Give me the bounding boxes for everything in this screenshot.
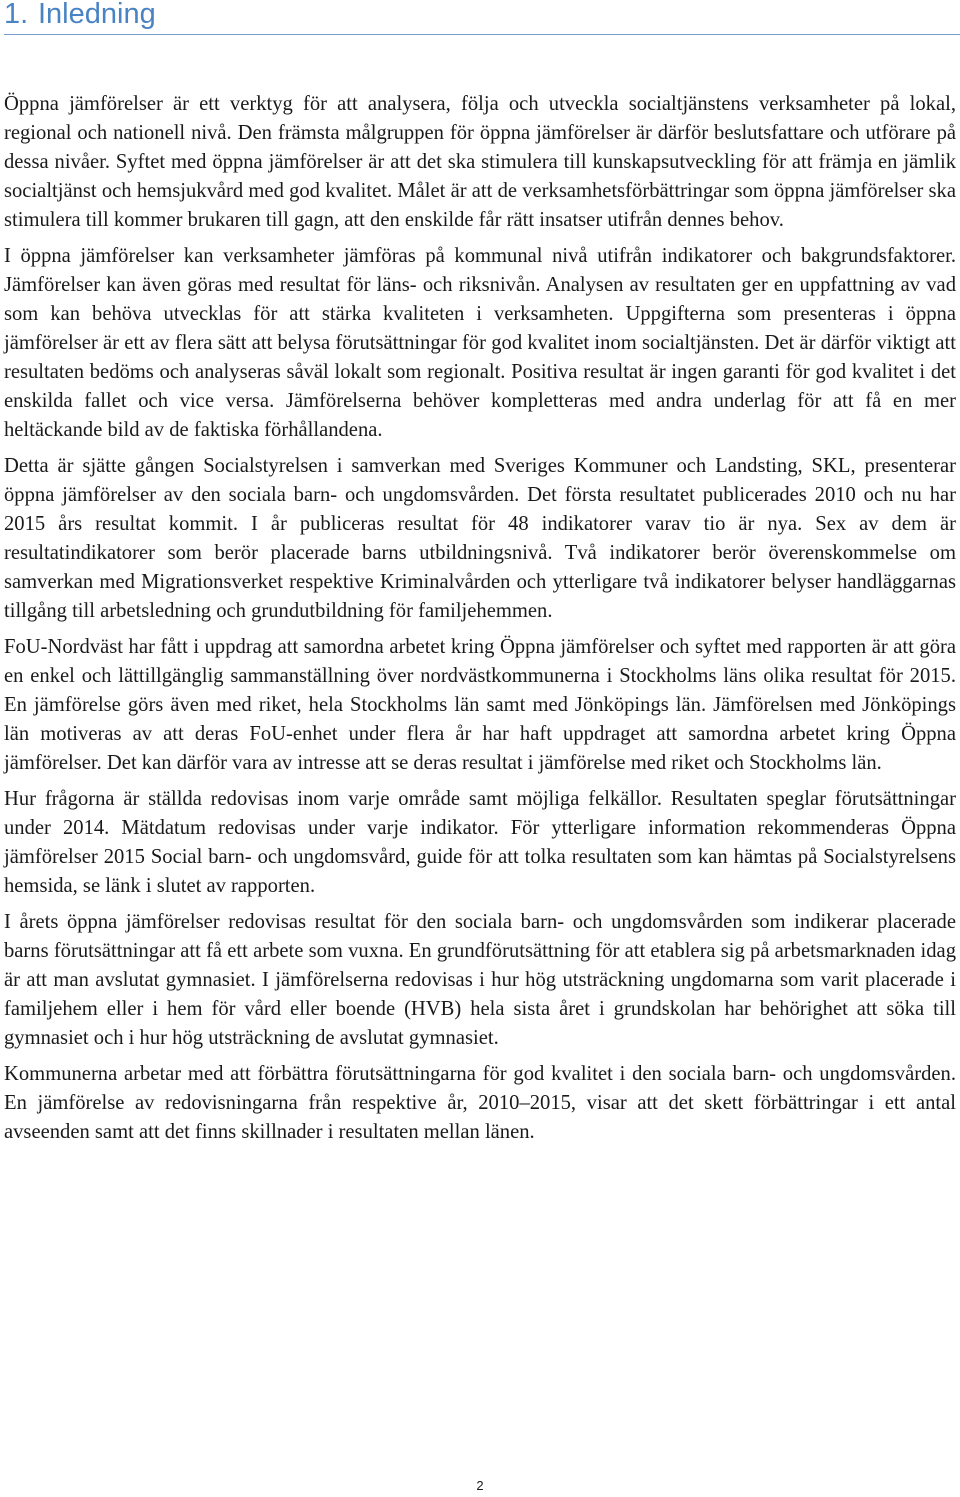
section-heading — [4, 0, 960, 35]
paragraph: Hur frågorna är ställda redovisas inom varje område samt möjliga felkällor. Resultaten speglar förutsättningar under 2014. Mätdatum redovisas under varje indikator. För ytterligare information rekommenderas Öppna jämförelser 2015 Social barn- och ungdomsvård, guide för att tolka resultaten som kan hämtas på Socialstyrelsens hemsida, se länk i slutet av rapporten. — [4, 788, 956, 897]
paragraph: I årets öppna jämförelser redovisas resultat för den sociala barn- och ungdomsvården som indikerar placerade barns förutsättningar att få ett arbete som vuxna. En grundförutsättning för att etablera sig på arbetsmarknaden idag är att man avslutat gymnasiet. I jämförelserna redovisas i hur hög utsträckning ungdomarna som varit placerade i familjehem eller i hem för vård eller boende (HVB) hela sista året i grundskolan har behörighet att söka till gymnasiet och i hur hög utsträckning de avslutat gymnasiet. — [4, 911, 956, 1049]
paragraph: Öppna jämförelser är ett verktyg för att analysera, följa och utveckla socialtjänstens verksamheter på lokal, regional och nationell nivå. Den främsta målgruppen för öppna jämförelser är därför beslutsfattare och utförare på dessa nivåer. Syftet med öppna jämförelser är att det ska stimulera till kunskapsutveckling för att främja en jämlik socialtjänst och hemsjukvård med god kvalitet. Målet är att de verksamhetsförbättringar som öppna jämförelser ska stimulera till kommer brukaren till gagn, att den enskilde får rätt insatser utifrån dennes behov. — [4, 93, 956, 231]
paragraph: Kommunerna arbetar med att förbättra förutsättningarna för god kvalitet i den sociala barn- och ungdomsvården. En jämförelse av redovisningarna från respektive år, 2010–2015, visar att det skett förbättringar i ett antal avseenden samt att det finns skillnader i resultaten mellan länen. — [4, 1063, 956, 1143]
page-number: 2 — [476, 1478, 484, 1493]
paragraph: FoU-Nordväst har fått i uppdrag att samordna arbetet kring Öppna jämförelser och syftet med rapporten är att göra en enkel och lättillgänglig sammanställning över nordvästkommunerna i Stockholms läns olika resultat för 2015. En jämförelse görs även med riket, hela Stockholms län samt med Jönköpings län. Jämförelsen med Jönköpings län motiveras av att deras FoU-enhet under flera år har haft uppdraget att samordna arbetet kring Öppna jämförelser. Det kan därför vara av intresse att se deras resultat i jämförelse med riket och Stockholms län. — [4, 636, 956, 774]
heading-title: Inledning — [38, 0, 156, 30]
paragraph: Detta är sjätte gången Socialstyrelsen i samverkan med Sveriges Kommuner och Landsting, SKL, presenterar öppna jämförelser av den sociala barn- och ungdomsvården. Det första resultatet publicerades 2010 och nu har 2015 års resultat kommit. I år publiceras resultat för 48 indikatorer varav tio är nya. Sex av dem är resultatindikatorer som berör placerade barns utbildningsnivå. Två indikatorer berör överenskommelse om samverkan med Migrationsverket respektive Kriminalvården och ytterligare två indikatorer belyser handläggarnas tillgång till arbetsledning och grundutbildning för familjehemmen. — [4, 455, 956, 622]
body-text — [4, 90, 956, 1154]
heading-number: 1. — [4, 0, 29, 30]
paragraph: I öppna jämförelser kan verksamheter jämföras på kommunal nivå utifrån indikatorer och bakgrundsfaktorer. Jämförelser kan även göras med resultat för läns- och riksnivån. Analysen av resultaten ger en uppfattning av vad som kan behöva utvecklas för att stärka kvaliteten i verksamheten. Uppgifterna som presenteras i öppna jämförelser är ett av flera sätt att belysa förutsättningar för god kvalitet inom socialtjänsten. Det är därför viktigt att resultaten bedöms och analyseras såväl lokalt som regionalt. Positiva resultat är ingen garanti för god kvalitet i det enskilda fallet och vice versa. Jämförelserna behöver kompletteras med andra underlag för att få en mer heltäckande bild av de faktiska förhållandena. — [4, 245, 956, 441]
